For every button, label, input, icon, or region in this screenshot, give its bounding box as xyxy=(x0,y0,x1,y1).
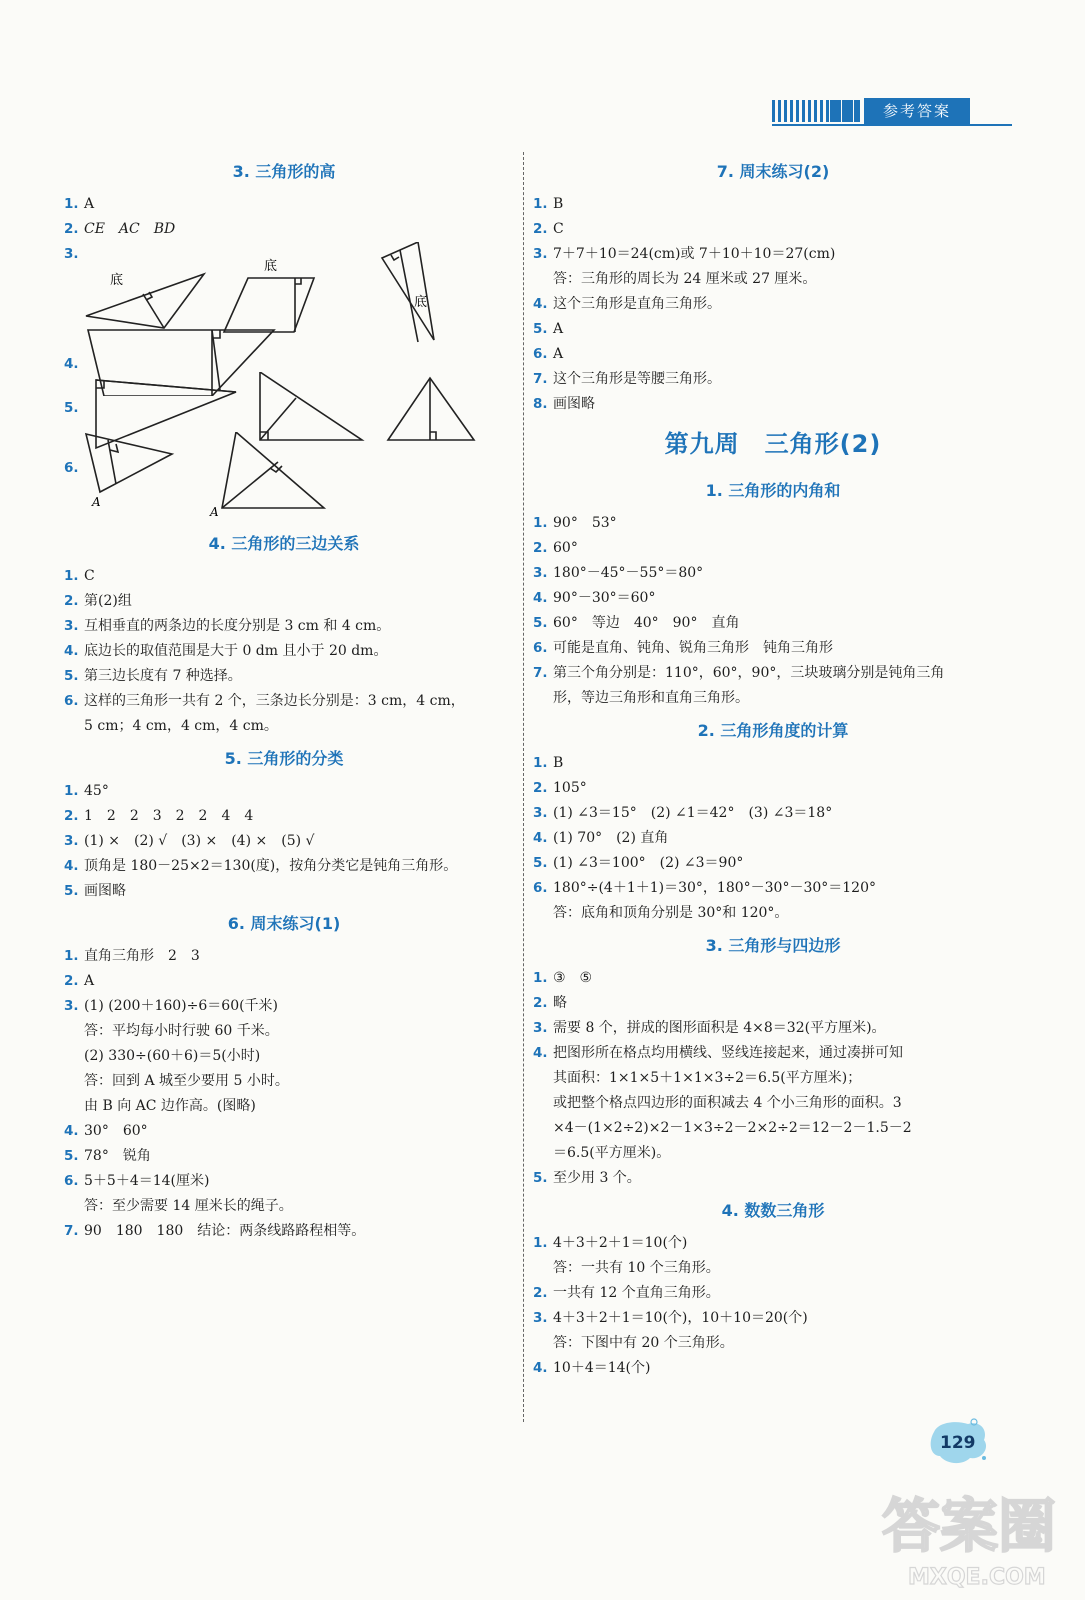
section-title: 6. 周末练习(1) xyxy=(227,914,341,933)
section-title: 4. 三角形的三边关系 xyxy=(208,534,360,553)
answer-item: 6. 可能是直角、钝角、锐角三角形 钝角三角形 xyxy=(533,640,833,656)
figure-heights-a xyxy=(64,432,504,520)
answer-item: 5. 第三边长度有 7 种选择。 xyxy=(64,668,242,684)
answer-item: 1. C xyxy=(64,568,95,584)
answer-item: 5. 60° 等边 40° 90° 直角 xyxy=(533,615,740,631)
answer-item: 6. 180°÷(4＋1＋1)＝30°，180°－30°－30°＝120° xyxy=(533,880,876,896)
answer-item: 3. (1) (200＋160)÷6＝60(千米) xyxy=(64,998,279,1014)
answer-continuation: 答：底角和顶角分别是 30°和 120°。 xyxy=(553,905,789,921)
base-label: 底 xyxy=(414,295,428,310)
section-title: 3. 三角形的高 xyxy=(232,162,336,181)
header-band xyxy=(772,98,972,124)
section-title: 7. 周末练习(2) xyxy=(716,162,830,181)
answer-continuation: 或把整个格点四边形的面积减去 4 个小三角形的面积。3 xyxy=(553,1095,902,1111)
answer-item: 6. 5＋5＋4＝14(厘米) xyxy=(64,1173,210,1189)
answer-item: 7. 90 180 180 结论：两条线路路程相等。 xyxy=(64,1223,366,1239)
answer-item: 5. 78° 锐角 xyxy=(64,1148,151,1164)
answer-item: 5. A xyxy=(533,321,564,337)
answer-item: 1. B xyxy=(533,755,564,771)
answer-item: 2. 略 xyxy=(533,995,567,1011)
answer-item: 6. 这样的三角形一共有 2 个，三条边长分别是：3 cm，4 cm， xyxy=(64,693,465,709)
answer-item: 4. 顶角是 180－25×2＝130(度)，按角分类它是钝角三角形。 xyxy=(64,858,458,874)
answer-item: 2. 60° xyxy=(533,540,578,556)
answer-item: 7. 这个三角形是等腰三角形。 xyxy=(533,371,721,387)
answer-item: 4. (1) 70° (2) 直角 xyxy=(533,830,669,846)
answer-continuation: 答：回到 A 城至少要用 5 小时。 xyxy=(84,1073,289,1089)
answer-item: 4. 30° 60° xyxy=(64,1123,148,1139)
answer-item: 5. (1) ∠3＝100° (2) ∠3＝90° xyxy=(533,855,744,871)
answer-item: 4. 90°－30°＝60° xyxy=(533,590,656,606)
answer-item: 3. 7＋7＋10＝24(cm)或 7＋10＋10＝27(cm) xyxy=(533,246,836,262)
answer-item: 2. 第(2)组 xyxy=(64,593,132,609)
page-number-badge xyxy=(928,1418,990,1466)
answer-item: 5. 画图略 xyxy=(64,883,126,899)
answer-item: 1. A xyxy=(64,196,95,212)
answer-item: 7. 第三个角分别是：110°，60°，90°，三块玻璃分别是钝角三角 xyxy=(533,665,945,681)
answer-item: 3. (1) × (2) √ (3) × (4) × (5) √ xyxy=(64,833,315,849)
right-column xyxy=(533,152,1013,1381)
section-title: 2. 三角形角度的计算 xyxy=(697,721,849,740)
header-label: 参考答案 xyxy=(864,98,970,124)
answer-item: 4. 把图形所在格点均用横线、竖线连接起来，通过凑拼可知 xyxy=(533,1045,903,1061)
answer-item: 2. 一共有 12 个直角三角形。 xyxy=(533,1285,720,1301)
section-title: 1. 三角形的内角和 xyxy=(705,481,841,500)
answer-item: 1. 直角三角形 2 3 xyxy=(64,948,200,964)
answer-continuation: 由 B 向 AC 边作高。(图略) xyxy=(84,1098,256,1114)
answer-continuation: 5 cm；4 cm，4 cm，4 cm。 xyxy=(84,718,278,734)
answer-continuation: 答：下图中有 20 个三角形。 xyxy=(553,1335,734,1351)
answer-item: 4. 这个三角形是直角三角形。 xyxy=(533,296,721,312)
answer-continuation: (2) 330÷(60＋6)＝5(小时) xyxy=(84,1048,261,1064)
section-title: 4. 数数三角形 xyxy=(721,1201,825,1220)
answer-continuation: ×4－(1×2÷2)×2－1×3÷2－2×2÷2＝12－2－1.5－2 xyxy=(553,1120,912,1136)
vertex-label: A xyxy=(92,495,101,509)
answer-item: 3. 4＋3＋2＋1＝10(个)，10＋10＝20(个) xyxy=(533,1310,808,1326)
column-divider xyxy=(523,152,525,1422)
section-title: 5. 三角形的分类 xyxy=(224,749,344,768)
answer-continuation: 答：三角形的周长为 24 厘米或 27 厘米。 xyxy=(553,271,817,287)
answer-item: 2. A xyxy=(64,973,95,989)
answer-item: 1. 90° 53° xyxy=(533,515,617,531)
week-title: 第九周 三角形(2) xyxy=(664,430,882,458)
answer-item: 1. B xyxy=(533,196,564,212)
answer-continuation: ＝6.5(平方厘米)。 xyxy=(553,1145,671,1161)
answer-item: 2. 105° xyxy=(533,780,587,796)
base-label: 底 xyxy=(110,273,124,288)
answer-item: 1. 45° xyxy=(64,783,109,799)
answer-item: 2. 1 2 2 3 2 2 4 4 xyxy=(64,808,254,824)
vertex-label: A xyxy=(210,505,219,519)
answer-item: 3. 需要 8 个，拼成的图形面积是 4×8＝32(平方厘米)。 xyxy=(533,1020,886,1036)
answer-item: 4. 10＋4＝14(个) xyxy=(533,1360,651,1376)
answer-item: 3. 互相垂直的两条边的长度分别是 3 cm 和 4 cm。 xyxy=(64,618,391,634)
answer-item: 3. 180°－45°－55°＝80° xyxy=(533,565,704,581)
answer-continuation: 其面积：1×1×5＋1×1×3÷2＝6.5(平方厘米)； xyxy=(553,1070,862,1086)
answer-continuation: 形，等边三角形和直角三角形。 xyxy=(553,690,749,706)
answer-continuation: 答：一共有 10 个三角形。 xyxy=(553,1260,720,1276)
watermark-logo xyxy=(872,1470,1078,1595)
section-title: 3. 三角形与四边形 xyxy=(705,936,841,955)
answer-item: 1. ③ ⑤ xyxy=(533,970,593,986)
answer-item: 4. 底边长的取值范围是大于 0 dm 且小于 20 dm。 xyxy=(64,643,388,659)
answer-item: 8. 画图略 xyxy=(533,396,595,412)
header-stripes-thick xyxy=(830,100,860,122)
watermark-text: 答案圈 xyxy=(882,1492,1057,1560)
header-rule xyxy=(772,124,1012,126)
page-number: 129 xyxy=(940,1433,976,1453)
answer-continuation: 答：平均每小时行驶 60 千米。 xyxy=(84,1023,279,1039)
answer-continuation: 答：至少需要 14 厘米长的绳子。 xyxy=(84,1198,293,1214)
left-column: 3. 三角形的高 1. A 2. CE AC BD 3. 底 底 底 4. 5. 6. A A 4. 三角形的三边关系 1. C 2. 第(2)组 3. 互相垂直的两条边的长度分别是 3 cm 和 4 cm。 4. 底边长的取值范围是大于 0 dm 且小于 20 dm。 5. 第三边长度有 7 种选择。 6. 这样的三角形一共有 2 个，三条边长分别是：3 cm，4 cm， 5 cm；4 cm，4 cm，4 cm。 5. 三角形的分类 1. 45° 2. 1 2 2 3 2 2 4 4 3. (1) × (2) √ (3) × (4) × (5) √ 4. 顶角是 180－25×2＝130(度)，按角分类它是钝角三角形。 5. 画图略 6. 周末练习(1) 1. 直角三角形 2 3 2. A 3. (1) (200＋160)÷6＝60(千米) 答：平均每小时行驶 60 千米。 (2) 330÷(60＋6)＝5(小时) 答：回到 A 城至少要用 5 小时。 由 B 向 AC 边作高。(图略) 4. 30° 60° 5. 78° 锐角 6. 5＋5＋4＝14(厘米) 答：至少需要 14 厘米长的绳子。 7. 90 180 180 结论：两条线路路程相等。 xyxy=(64,152,504,1244)
watermark-url: MXQE.COM xyxy=(908,1565,1046,1590)
answer-item: 6. A xyxy=(533,346,564,362)
answer-item: 1. 4＋3＋2＋1＝10(个) xyxy=(533,1235,688,1251)
base-label: 底 xyxy=(264,259,278,274)
answer-item: 2. CE AC BD xyxy=(64,221,176,237)
answer-item: 5. 至少用 3 个。 xyxy=(533,1170,641,1186)
answer-item: 3. (1) ∠3＝15° (2) ∠1＝42° (3) ∠3＝18° xyxy=(533,805,833,821)
answer-item: 2. C xyxy=(533,221,564,237)
